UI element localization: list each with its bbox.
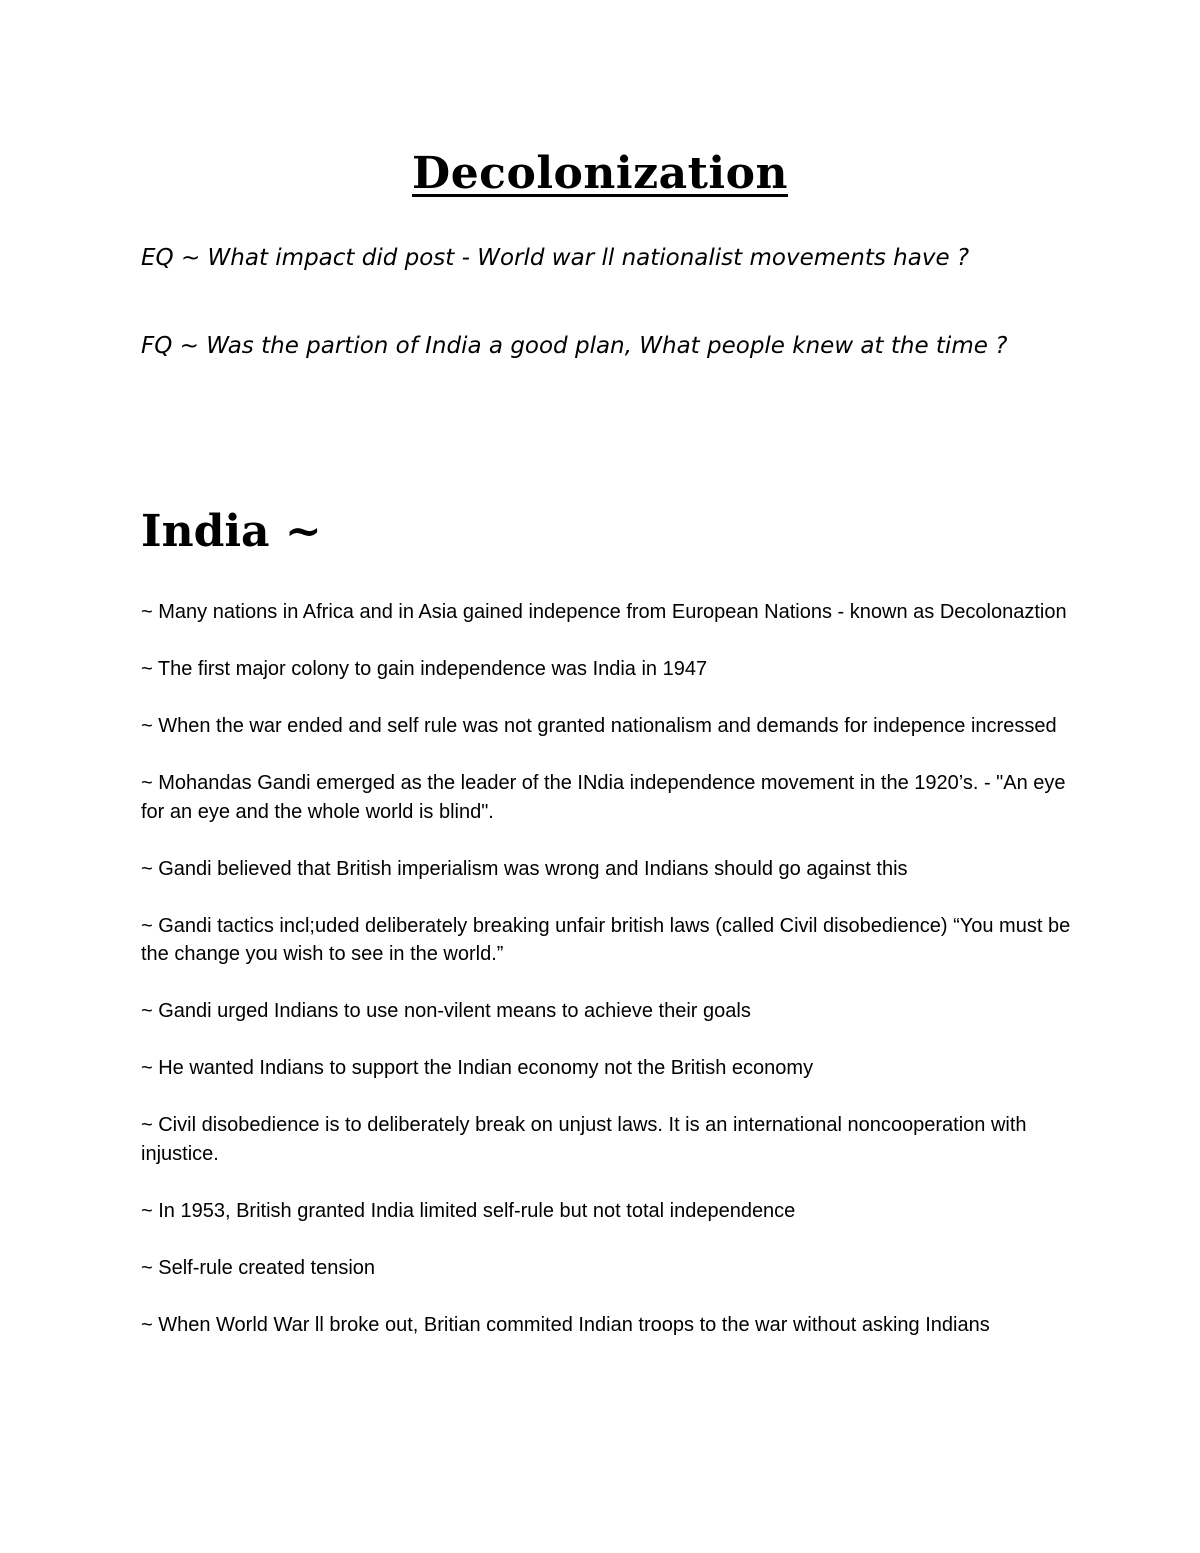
note-item: ~ When World War ll broke out, Britian commited Indian troops to the war without asking Indians (141, 1313, 990, 1336)
note-item: ~ Mohandas Gandi emerged as the leader of the INdia independence movement in the 1920’s. - "An eye for an eye and the whole world is blind". (141, 772, 1066, 823)
note-item: ~ He wanted Indians to support the Indian economy not the British economy (141, 1057, 814, 1079)
note-item: ~ Many nations in Africa and in Asia gained indepence from European Nations - known as Decolonaztion (141, 601, 1067, 623)
note-item: ~ Civil disobedience is to deliberately break on unjust laws. It is an international noncooperation with injustice. (141, 1114, 1027, 1165)
note-item: ~ Self-rule created tension (141, 1256, 376, 1279)
note-item: ~ Gandi believed that British imperialism was wrong and Indians should go against this (141, 857, 908, 880)
note-item: ~ In 1953, British granted India limited self-rule but not total independence (141, 1199, 796, 1222)
focus-question: FQ ~ Was the partion of India a good plan, What people knew at the time ? (141, 333, 1008, 359)
note-item: ~ Gandi urged Indians to use non-vilent means to achieve their goals (141, 1000, 751, 1022)
section-heading-india: India ~ (141, 506, 322, 557)
note-item: ~ Gandi tactics incl;uded deliberately breaking unfair british laws (called Civil disobedience) “You must be the change you wish to see in the world.” (141, 914, 1071, 965)
note-item: ~ When the war ended and self rule was not granted nationalism and demands for indepence incressed (141, 715, 1057, 737)
document-title: Decolonization (412, 148, 788, 199)
note-item: ~ The first major colony to gain independence was India in 1947 (141, 658, 708, 680)
essential-question: EQ ~ What impact did post - World war ll nationalist movements have ? (141, 245, 970, 271)
notes-list (141, 598, 1071, 1368)
